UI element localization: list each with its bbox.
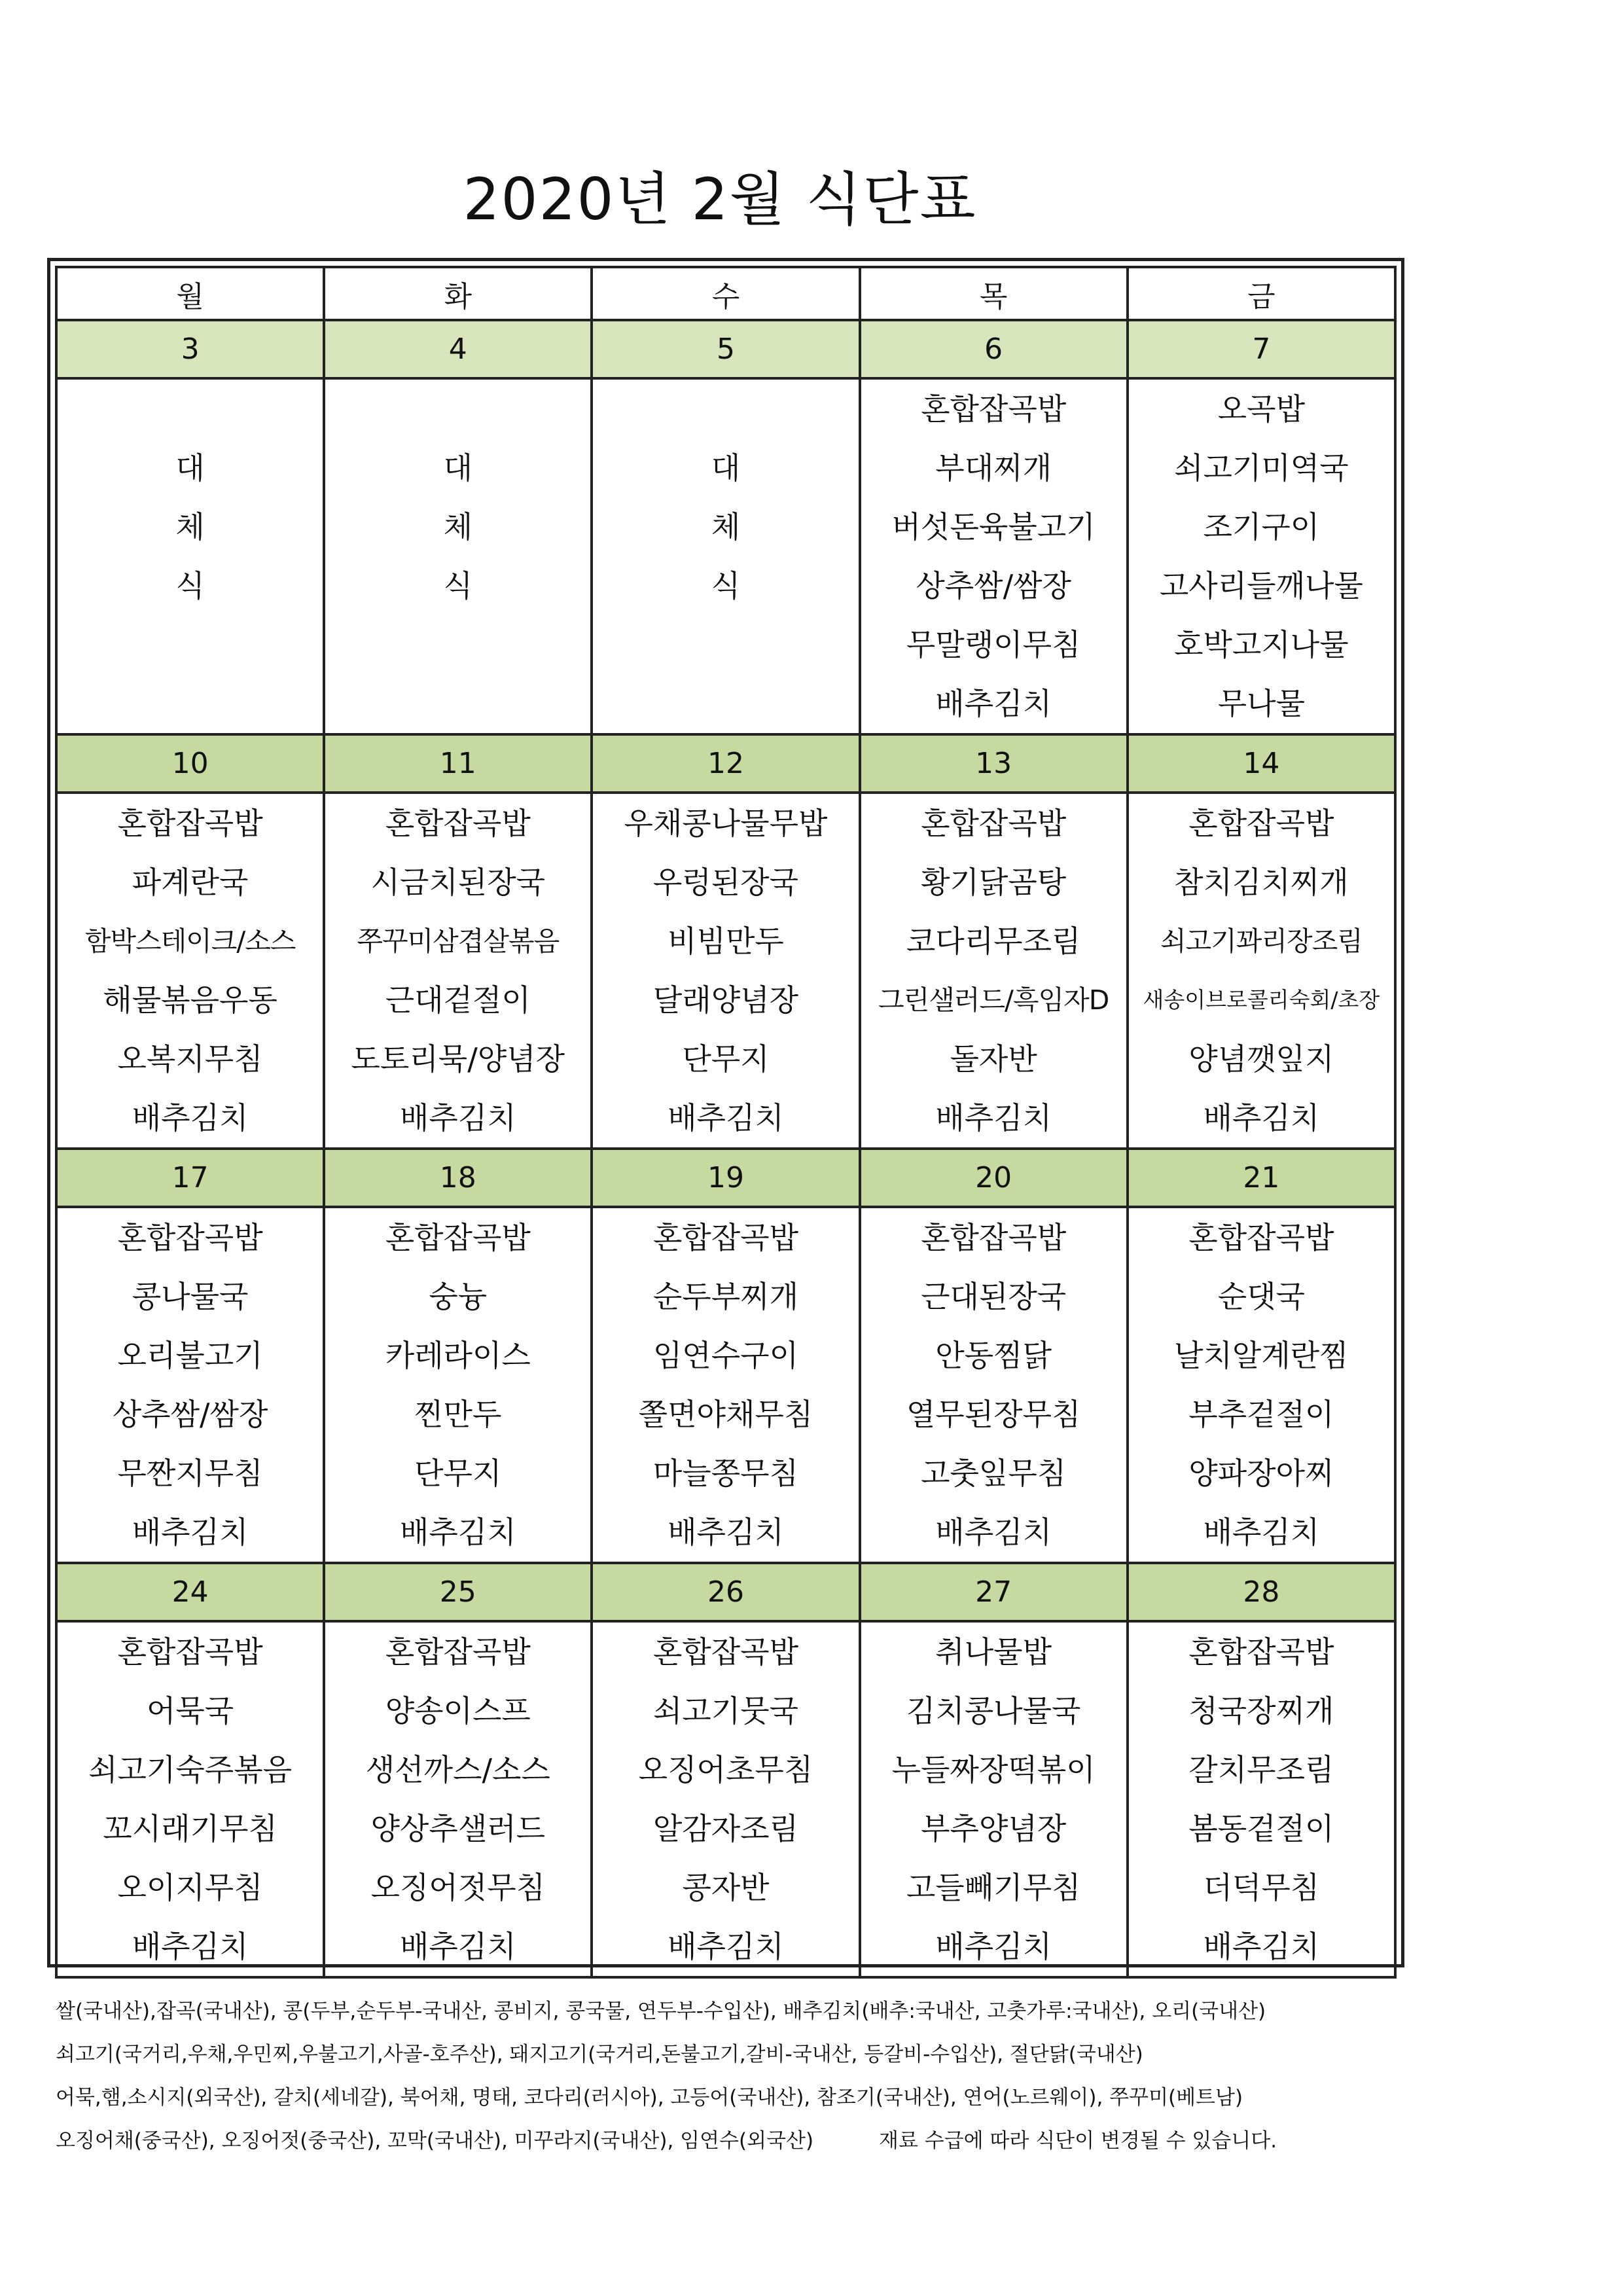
menu-item: 그린샐러드/흑임자D [878,984,1109,1016]
date-cell: 13 [860,734,1128,793]
menu-item: 부추겉절이 [1188,1397,1334,1432]
menu-item: 무말랭이무침 [906,627,1081,662]
menu-change-disclaimer: 재료 수급에 따라 식단이 변경될 수 있습니다. [879,2129,1277,2153]
menu-cell [592,1621,859,1977]
menu-item: 혼합잡곡밥 [921,391,1067,427]
date-cell: 5 [592,320,859,378]
menu-item: 오징어젓무침 [370,1870,546,1905]
date-cell: 10 [56,734,324,793]
menu-item: 코다리무조림 [906,924,1081,959]
weekday-wed: 수 [592,267,859,320]
date-cell: 19 [592,1149,859,1207]
menu-item: 혼합잡곡밥 [1188,1634,1334,1670]
menu-item: 부추양념장 [921,1811,1067,1846]
menu-cell [860,793,1128,1149]
menu-item: 배추김치 [668,1100,784,1136]
menu-item: 고들빼기무침 [906,1870,1081,1905]
menu-cell [324,793,592,1149]
origin-note-line-last [56,2119,1430,2162]
menu-cell [56,378,324,734]
menu-cell [1128,378,1395,734]
origin-note-line: 어묵,햄,소시지(외국산), 갈치(세네갈), 북어채, 명태, 코다리(러시아), 고등어(국내산), 참조기(국내산), 연어(노르웨이), 쭈꾸미(베트남) [56,2086,1243,2109]
menu-item: 열무된장무침 [906,1397,1081,1432]
menu-item: 배추김치 [935,1929,1052,1964]
menu-item: 무나물 [1217,686,1306,721]
menu-item: 식 [711,568,741,603]
date-cell: 12 [592,734,859,793]
menu-item: 임연수구이 [652,1338,799,1373]
menu-item: 양송이스프 [385,1693,531,1729]
menu-item: 배추김치 [668,1929,784,1964]
menu-cell [1128,793,1395,1149]
date-cell: 18 [324,1149,592,1207]
date-cell: 4 [324,320,592,378]
menu-item: 시금치된장국 [370,865,546,900]
menu-item: 오징어초무침 [638,1752,813,1787]
menu-item: 해물볶음우동 [103,982,277,1018]
menu-item: 카레라이스 [385,1338,531,1373]
menu-item: 어묵국 [146,1693,234,1729]
menu-cell [56,1207,324,1563]
menu-item: 도토리묵/양념장 [351,1041,565,1077]
menu-item: 김치콩나물국 [906,1693,1081,1729]
menu-item: 대 [711,450,741,486]
menu-item: 고춧잎무침 [921,1456,1067,1491]
menu-item: 근대겉절이 [385,982,531,1018]
page-title: 2020년 2월 식단표 [463,166,977,233]
origin-note-text: 오징어채(중국산), 오징어젓(중국산), 꼬막(국내산), 미꾸라지(국내산), 임연수(외국산) [56,2129,814,2153]
menu-item: 혼합잡곡밥 [117,806,263,841]
date-row-week-1 [56,320,1395,378]
menu-item: 쇠고기미역국 [1174,450,1349,486]
menu-table-frame [47,258,1404,1967]
menu-item: 오리불고기 [117,1338,263,1373]
menu-item [58,615,323,674]
origin-note-line: 쌀(국내산),잡곡(국내산), 콩(두부,순두부-국내산, 콩비지, 콩국물, 연두부-수입산), 배추김치(배추:국내산, 고춧가루:국내산), 오리(국내산) [56,2000,1266,2023]
menu-cell [592,793,859,1149]
menu-item: 양상추샐러드 [370,1811,546,1846]
menu-item: 돌자반 [950,1041,1037,1077]
menu-cell [592,1207,859,1563]
menu-item: 호박고지나물 [1174,627,1349,662]
menu-item: 대 [175,450,205,486]
menu-item: 꼬시래기무침 [103,1811,277,1846]
menu-item: 함박스테이크/소스 [84,925,296,957]
menu-item: 식 [175,568,205,603]
date-cell: 17 [56,1149,324,1207]
menu-item: 혼합잡곡밥 [921,806,1067,841]
menu-item: 배추김치 [1203,1515,1320,1550]
menu-item: 순두부찌개 [652,1279,799,1314]
menu-item: 누들짜장떡볶이 [891,1752,1096,1787]
menu-cell [324,1207,592,1563]
menu-item: 혼합잡곡밥 [385,1220,531,1255]
date-cell: 28 [1128,1563,1395,1621]
menu-item: 참치김치찌개 [1174,865,1349,900]
origin-note-line: 쇠고기(국거리,우채,우민찌,우불고기,사골-호주산), 돼지고기(국거리,돈불고기,갈비-국내산, 등갈비-수입산), 절단닭(국내산) [56,2043,1143,2066]
menu-item: 비빔만두 [668,924,784,959]
weekday-header-row [56,267,1395,320]
menu-item: 취나물밥 [935,1634,1052,1670]
date-row-week-3 [56,1149,1395,1207]
menu-item: 순댓국 [1217,1279,1306,1314]
date-cell: 25 [324,1563,592,1621]
menu-item [593,674,858,733]
menu-item: 알감자조림 [652,1811,799,1846]
date-cell: 26 [592,1563,859,1621]
menu-item: 배추김치 [1203,1929,1320,1964]
menu-item: 오복지무침 [117,1041,263,1077]
menu-item: 상추쌈/쌈장 [916,568,1071,603]
menu-item [325,615,590,674]
menu-item: 상추쌈/쌈장 [112,1397,268,1432]
menu-cell [324,378,592,734]
menu-item [593,615,858,674]
menu-item: 무짠지무침 [117,1456,263,1491]
menu-item: 조기구이 [1203,509,1320,545]
menu-item: 찐만두 [414,1397,502,1432]
menu-item: 봄동겉절이 [1188,1811,1334,1846]
menu-item: 배추김치 [132,1929,249,1964]
menu-item: 근대된장국 [921,1279,1067,1314]
menu-item: 쇠고기뭇국 [652,1693,799,1729]
menu-item: 혼합잡곡밥 [385,806,531,841]
menu-item: 배추김치 [132,1515,249,1550]
menu-item: 체 [175,509,205,545]
menu-item [58,380,323,439]
menu-item [58,674,323,733]
weekday-thu: 목 [860,267,1128,320]
menu-item: 양념깻잎지 [1188,1041,1334,1077]
menu-item: 혼합잡곡밥 [117,1220,263,1255]
menu-item: 버섯돈육불고기 [891,509,1096,545]
menu-item: 배추김치 [1203,1100,1320,1136]
menu-item: 부대찌개 [935,450,1052,486]
date-cell: 24 [56,1563,324,1621]
menu-item: 콩나물국 [132,1279,249,1314]
menu-item: 배추김치 [132,1100,249,1136]
menu-item: 혼합잡곡밥 [652,1634,799,1670]
menu-item: 배추김치 [935,686,1052,721]
menu-item: 단무지 [414,1456,502,1491]
menu-item: 혼합잡곡밥 [385,1634,531,1670]
menu-item: 혼합잡곡밥 [652,1220,799,1255]
menu-item: 더덕무침 [1203,1870,1320,1905]
menu-item: 식 [443,568,473,603]
menu-cell [860,1207,1128,1563]
date-cell: 11 [324,734,592,793]
menu-row-week-2 [56,793,1395,1149]
menu-cell [1128,1621,1395,1977]
menu-item [593,380,858,439]
menu-item: 배추김치 [935,1515,1052,1550]
menu-item: 배추김치 [399,1100,516,1136]
menu-item: 대 [443,450,473,486]
menu-item: 안동찜닭 [935,1338,1052,1373]
menu-item: 새송이브로콜리숙회/초장 [1143,987,1380,1013]
menu-item: 혼합잡곡밥 [117,1634,263,1670]
menu-cell [1128,1207,1395,1563]
date-cell: 6 [860,320,1128,378]
date-cell: 3 [56,320,324,378]
menu-row-week-1 [56,378,1395,734]
menu-item: 배추김치 [399,1929,516,1964]
menu-item: 달래양념장 [652,982,799,1018]
menu-cell [860,378,1128,734]
menu-item: 고사리들깨나물 [1159,568,1363,603]
menu-cell [592,378,859,734]
menu-item: 날치알계란찜 [1174,1338,1349,1373]
menu-cell [324,1621,592,1977]
menu-item: 혼합잡곡밥 [1188,806,1334,841]
weekday-fri: 금 [1128,267,1395,320]
menu-item: 양파장아찌 [1188,1456,1334,1491]
menu-item: 쭈꾸미삼겹살볶음 [357,925,560,957]
date-cell: 27 [860,1563,1128,1621]
menu-item: 혼합잡곡밥 [921,1220,1067,1255]
menu-item: 체 [711,509,741,545]
weekday-mon: 월 [56,267,324,320]
menu-item [325,380,590,439]
date-cell: 7 [1128,320,1395,378]
menu-item: 갈치무조림 [1188,1752,1334,1787]
date-cell: 21 [1128,1149,1395,1207]
menu-item: 생선까스/소스 [365,1752,550,1787]
menu-item: 숭늉 [429,1279,488,1314]
menu-item: 단무지 [682,1041,770,1077]
menu-item: 배추김치 [668,1515,784,1550]
menu-row-week-4 [56,1621,1395,1977]
menu-item [325,674,590,733]
menu-item: 배추김치 [935,1100,1052,1136]
date-row-week-4 [56,1563,1395,1621]
menu-row-week-3 [56,1207,1395,1563]
origin-notes [56,1990,1430,2162]
menu-cell [860,1621,1128,1977]
date-cell: 14 [1128,734,1395,793]
menu-item: 파계란국 [132,865,249,900]
menu-item: 배추김치 [399,1515,516,1550]
menu-cell [56,1621,324,1977]
weekday-tue: 화 [324,267,592,320]
menu-item: 오곡밥 [1217,391,1306,427]
menu-item: 쇠고기숙주볶음 [88,1752,293,1787]
date-cell: 20 [860,1149,1128,1207]
menu-item: 오이지무침 [117,1870,263,1905]
menu-item: 콩자반 [682,1870,770,1905]
menu-item: 혼합잡곡밥 [1188,1220,1334,1255]
menu-cell [56,793,324,1149]
date-row-week-2 [56,734,1395,793]
menu-item: 체 [443,509,473,545]
menu-item: 쇠고기꽈리장조림 [1160,925,1363,957]
menu-item: 우채콩나물무밥 [624,806,828,841]
menu-item: 청국장찌개 [1188,1693,1334,1729]
menu-table [55,266,1397,1979]
menu-item: 황기닭곰탕 [921,865,1067,900]
menu-item: 마늘쫑무침 [652,1456,799,1491]
menu-item: 쫄면야채무침 [638,1397,813,1432]
menu-item: 우렁된장국 [652,865,799,900]
